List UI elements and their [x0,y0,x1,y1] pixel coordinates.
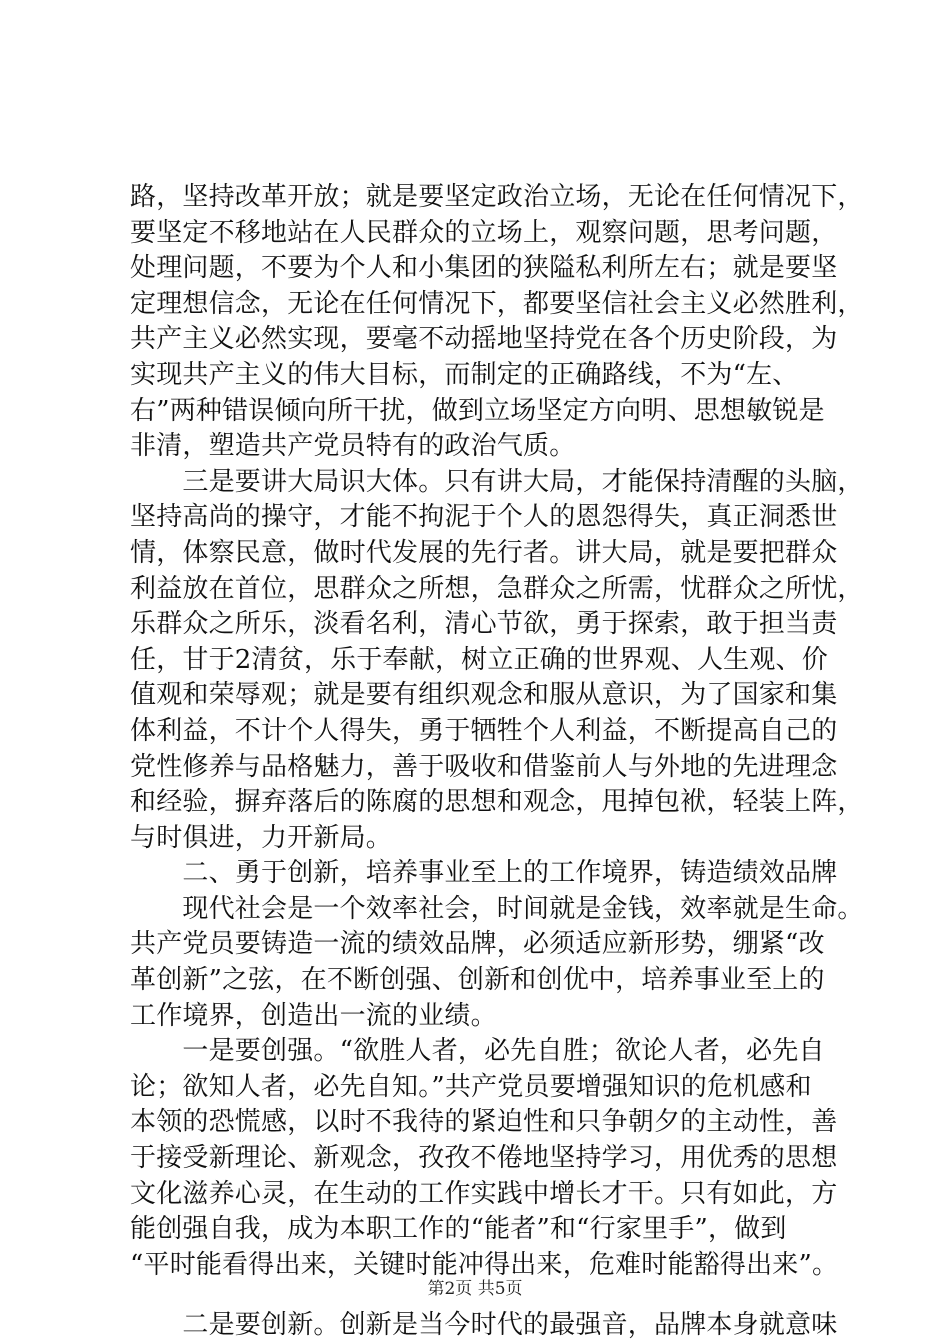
text-line: 能创强自我，成为本职工作的“能者”和“行家里手”，做到 [130,1214,787,1245]
text-line: 定理想信念，无论在任何情况下，都要坚信社会主义必然胜利， [130,288,864,319]
text-line: 文化滋养心灵，在生动的工作实践中增长才干。只有如此，方 [130,1178,838,1209]
text-line: 值观和荣辱观；就是要有组织观念和服从意识，为了国家和集 [130,680,838,711]
text-line: 工作境界，创造出一流的业绩。 [130,1000,497,1031]
body-text [130,180,864,1344]
page-footer: 第2页 共5页 [427,1279,523,1299]
section-heading: 二、勇于创新，培养事业至上的工作境界，铸造绩效品牌 [130,858,838,889]
text-line: 共产党员要铸造一流的绩效品牌，必须适应新形势，绷紧“改 [130,929,825,960]
text-line: 情，体察民意，做时代发展的先行者。讲大局，就是要把群众 [130,537,838,568]
text-line: 右”两种错误倾向所干扰，做到立场坚定方向明、思想敏锐是 [130,395,825,426]
text-line: 坚持高尚的操守，才能不拘泥于个人的恩怨得失，真正洞悉世 [130,502,838,533]
text-line: 革创新”之弦，在不断创强、创新和创优中，培养事业至上的 [130,965,825,996]
text-line: 和经验，摒弃落后的陈腐的思想和观念，甩掉包袱，轻装上阵， [130,787,864,818]
text-line: 共产主义必然实现，要毫不动摇地坚持党在各个历史阶段，为 [130,324,838,355]
text-line: 处理问题，不要为个人和小集团的狭隘私利所左右；就是要坚 [130,253,838,284]
paragraph-start: 三是要讲大局识大体。只有讲大局，才能保持清醒的头脑， [130,466,864,497]
text-line: 要坚定不移地站在人民群众的立场上，观察问题，思考问题， [130,217,838,248]
paragraph-start: 现代社会是一个效率社会，时间就是金钱，效率就是生命。 [130,893,864,924]
text-line: 利益放在首位，思群众之所想，急群众之所需，忧群众之所忧， [130,573,864,604]
text-line: 党性修养与品格魅力，善于吸收和借鉴前人与外地的先进理念 [130,751,838,782]
text-line: 本领的恐慌感，以时不我待的紧迫性和只争朝夕的主动性，善 [130,1107,838,1138]
paragraph-start: 一是要创强。“欲胜人者，必先自胜；欲论人者，必先自 [130,1036,825,1067]
text-line: 路，坚持改革开放；就是要坚定政治立场，无论在任何情况下， [130,182,864,212]
text-line: “平时能看得出来，关键时能冲得出来，危难时能豁得出来”。 [130,1249,839,1280]
text-line: 体利益，不计个人得失，勇于牺牲个人利益，不断提高自己的 [130,715,838,746]
text-line: 实现共产主义的伟大目标，而制定的正确路线，不为“左、 [130,359,799,390]
text-line: 于接受新理论、新观念，孜孜不倦地坚持学习，用优秀的思想 [130,1143,838,1174]
text-line: 与时俱进，力开新局。 [130,822,393,853]
paragraph-start: 二是要创新。创新是当今时代的最强音，品牌本身就意味 [130,1310,838,1341]
text-line: 论；欲知人者，必先自知。”共产党员要增强知识的危机感和 [130,1071,812,1102]
text-line: 乐群众之所乐，淡看名利，清心节欲，勇于探索，敢于担当责 [130,609,838,640]
text-line: 非清，塑造共产党员特有的政治气质。 [130,431,576,462]
text-line: 任，甘于2清贫，乐于奉献，树立正确的世界观、人生观、价 [130,644,828,675]
